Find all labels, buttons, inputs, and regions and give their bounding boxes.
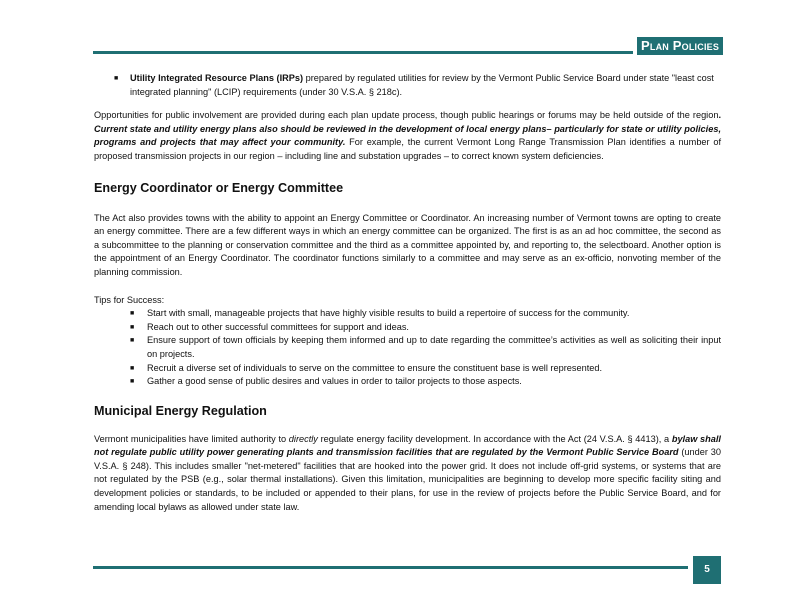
list-item: ■ Gather a good sense of public desires and values in order to tailor projects to those aspects. [130, 375, 721, 389]
bullet-text [130, 72, 721, 99]
section-title-badge: Plan Policies [637, 37, 723, 55]
bullet-icon: ■ [130, 378, 135, 386]
bullet-bold-term: Utility Integrated Resource Plans (IRPs) [130, 73, 304, 83]
emphasis-text: Current state and utility energy plans also should be reviewed in the development of local energy plans– particularly for state or utility policies, programs and projects that may affect your community. [94, 123, 721, 148]
bullet-icon: ■ [114, 75, 119, 82]
tips-label: Tips for Success: [94, 294, 165, 305]
paragraph-municipal-regulation: Vermont municipalities have limited authority to directly regulate energy facility development. In accordance with the Act (24 V.S.A. § 4413), a bylaw shall not regulate public utility power generating plants and transmission facilities that are regulated by the Vermont Public Service Board (under 30 V.S.A. § 248). This includes smaller "net-metered" facilities that are hooked into the power grid. It does not include off-grid systems, or systems that are not regulated by the PSB (e.g., solar thermal installations). Given this limitation, municipalities are beginning to develop more specific facility siting and development policies or standards, to be included or appended to their plans, for use in the review of projects before the Public Service Board, and for amending local bylaws as allowed under state law. [94, 433, 721, 512]
list-item: ■ Reach out to other successful committees for support and ideas. [130, 321, 721, 335]
paragraph-opportunities: Opportunities for public involvement are provided during each plan update process, though public hearings or forums may be held outside of the region. Current state and utility energy plans also should be reviewed in the development of local energy plans– particularly for state or utility policies, programs and projects that may affect your community. For example, the current Vermont Long Range Transmission Plan identifies a number of proposed transmission projects in our region – including line and substation upgrades – to correct known system deficiencies. [94, 110, 722, 161]
heading-energy-coordinator: Energy Coordinator or Energy Committee [94, 180, 344, 195]
footer-rule [93, 566, 688, 569]
list-item [94, 72, 721, 99]
page-content [94, 72, 721, 514]
emphasis-text: bylaw shall not regulate public utility power generating plants and transmission facilities that are regulated by the Vermont Public Service Board [94, 433, 721, 458]
paragraph-energy-committee: The Act also provides towns with the ability to appoint an Energy Committee or Coordinator. An increasing number of Vermont towns are opting to create an energy committee. There are a few different ways in which an energy committee can be organized. The first is as an ad hoc committee, the second as a subcommittee to the planning or conservation committee and the third as a committee appointed by, and reporting to, the selectboard. Another option is the appointment of an Energy Coordinator. The coordinator functions similarly to a committee and may serve as an ex-officio, nonvoting member of the planning commission. [94, 212, 721, 277]
bullet-icon: ■ [130, 323, 135, 331]
tips-list [94, 307, 721, 389]
list-item: ■ Ensure support of town officials by keeping them informed and up to date regarding the committee’s activities as well as soliciting their input on projects. [130, 335, 721, 359]
list-item: ■ Recruit a diverse set of individuals to serve on the committee to ensure the constituent base is well represented. [130, 362, 721, 376]
bullet-icon: ■ [130, 364, 135, 372]
list-item: ■ Start with small, manageable projects that have highly visible results to build a repertoire of success for the community. [130, 307, 721, 321]
bullet-icon: ■ [130, 310, 135, 318]
header-rule [93, 51, 633, 54]
bullet-icon: ■ [130, 337, 135, 345]
bullet-body: prepared by regulated utilities for review by the Vermont Public Service Board under state "least cost integrated planning" (LCIP) requirements (under 30 V.S.A. § 218c). [130, 73, 714, 97]
heading-municipal-regulation: Municipal Energy Regulation [94, 403, 267, 418]
page-number: 5 [693, 556, 721, 584]
